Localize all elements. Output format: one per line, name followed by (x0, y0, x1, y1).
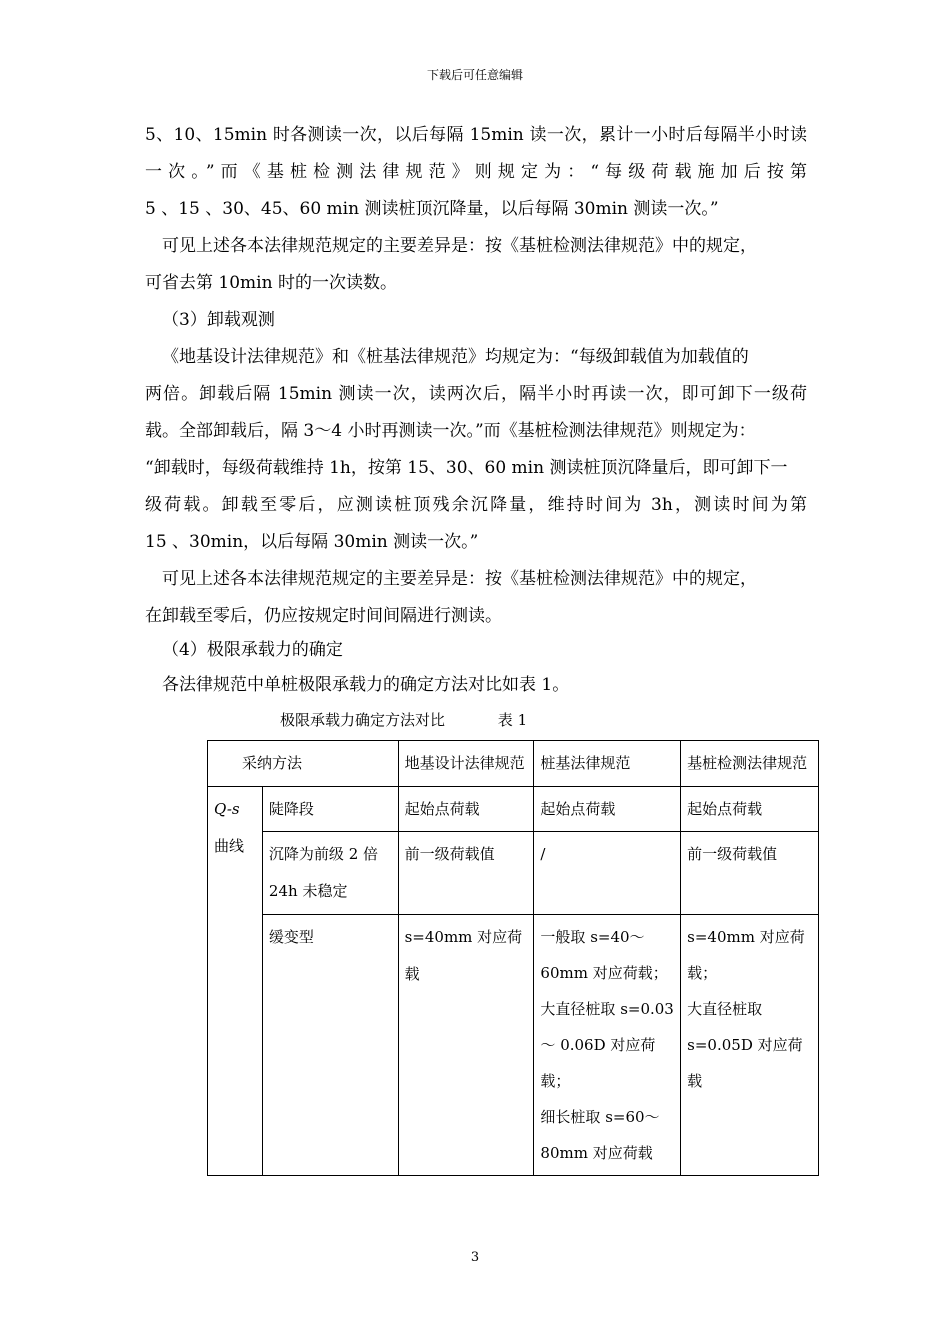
table-cell: 前一级荷载值 (398, 832, 534, 915)
table-cell: 起始点荷载 (398, 787, 534, 832)
table-cell-multiline (534, 915, 681, 1176)
paragraph-1 (145, 117, 807, 228)
header-cell: 桩基法律规范 (534, 741, 681, 787)
method-cell: 缓变型 (262, 915, 398, 1176)
text-line: 载。全部卸载后，隔 3～4 小时再测读一次。”而《基桩检测法律规范》则规定为： (145, 421, 756, 441)
cell-line: 大直径桩取 s=0.05D 对应荷载 (687, 1000, 803, 1090)
text-line: 5 、15 、30、45、60 min 测读桩顶沉降量，以后每隔 30min 测读一次。” (145, 199, 719, 219)
table-cell: 起始点荷载 (681, 787, 819, 832)
table-cell-multiline (681, 915, 819, 1176)
group-cell-qs-curve (208, 787, 263, 1176)
text-line: “卸载时，每级荷载维持 1h，按第 15、30、60 min 测读桩顶沉降量后，即可卸下一 (145, 458, 788, 478)
method-cell: 沉降为前级 2 倍 24h 未稳定 (262, 832, 398, 915)
page-header: 下载后可任意编辑 (426, 68, 523, 82)
table-cell: s=40mm 对应荷载 (398, 915, 534, 1176)
text-line: 可见上述各本法律规范规定的主要差异是：按《基桩检测法律规范》中的规定， (162, 569, 757, 589)
text-line: 5、10、15min 时各测读一次，以后每隔 15min 读一次，累计一小时后每隔半小时读 (145, 125, 807, 145)
table-cell: 起始点荷载 (534, 787, 681, 832)
table-cell: / (534, 832, 681, 915)
comparison-table (207, 740, 819, 1176)
table-header-row (208, 741, 819, 787)
table-caption-number: 表 1 (497, 711, 528, 729)
cell-line: 细长桩取 s=60～80mm 对应荷载 (540, 1108, 660, 1162)
header-cell: 地基设计法律规范 (398, 741, 534, 787)
heading-text: （4）极限承载力的确定 (162, 640, 343, 660)
group-label-curve: 曲线 (214, 837, 245, 855)
cell-line: 一般取 s=40～60mm 对应荷载； (540, 928, 668, 982)
paragraph-3 (145, 339, 807, 561)
text-line: 可见上述各本法律规范规定的主要差异是：按《基桩检测法律规范》中的规定， (162, 236, 757, 256)
table-caption (280, 709, 527, 730)
text-line: 《地基设计法律规范》和《桩基法律规范》均规定为：“每级卸载值为加载值的 (162, 347, 749, 367)
cell-line: 大直径桩取 s=0.03～ 0.06D 对应荷载； (540, 1000, 674, 1090)
section-heading-ultimate-capacity (145, 632, 807, 669)
text-line: 两倍。卸载后隔 15min 测读一次，读两次后，隔半小时再读一次，即可卸下一级荷 (145, 384, 807, 404)
table-row (208, 915, 819, 1176)
table-row (208, 832, 819, 915)
heading-text: （3）卸载观测 (162, 310, 275, 330)
paragraph-5 (145, 667, 807, 704)
section-heading-unloading (145, 302, 807, 339)
method-cell: 陡降段 (262, 787, 398, 832)
table-cell: 前一级荷载值 (681, 832, 819, 915)
table-caption-title: 极限承载力确定方法对比 (280, 711, 446, 729)
text-line: 一次。”而《基桩检测法律规范》则规定为：“每级荷载施加后按第 (145, 162, 807, 182)
paragraph-4 (145, 561, 807, 635)
group-label-qs: Q-s (214, 800, 240, 818)
table-row (208, 787, 819, 832)
paragraph-2 (145, 228, 807, 302)
page-number: 3 (470, 1250, 480, 1265)
header-cell-method: 采纳方法 (208, 741, 399, 787)
cell-line: s=40mm 对应荷载； (687, 928, 805, 982)
text-line: 在卸载至零后，仍应按规定时间间隔进行测读。 (145, 606, 502, 626)
text-line: 各法律规范中单桩极限承载力的确定方法对比如表 1。 (162, 675, 570, 695)
header-cell: 基桩检测法律规范 (681, 741, 819, 787)
text-line: 15 、30min，以后每隔 30min 测读一次。” (145, 532, 479, 552)
text-line: 级荷载。卸载至零后，应测读桩顶残余沉降量，维持时间为 3h，测读时间为第 (145, 495, 807, 515)
text-line: 可省去第 10min 时的一次读数。 (145, 273, 397, 293)
